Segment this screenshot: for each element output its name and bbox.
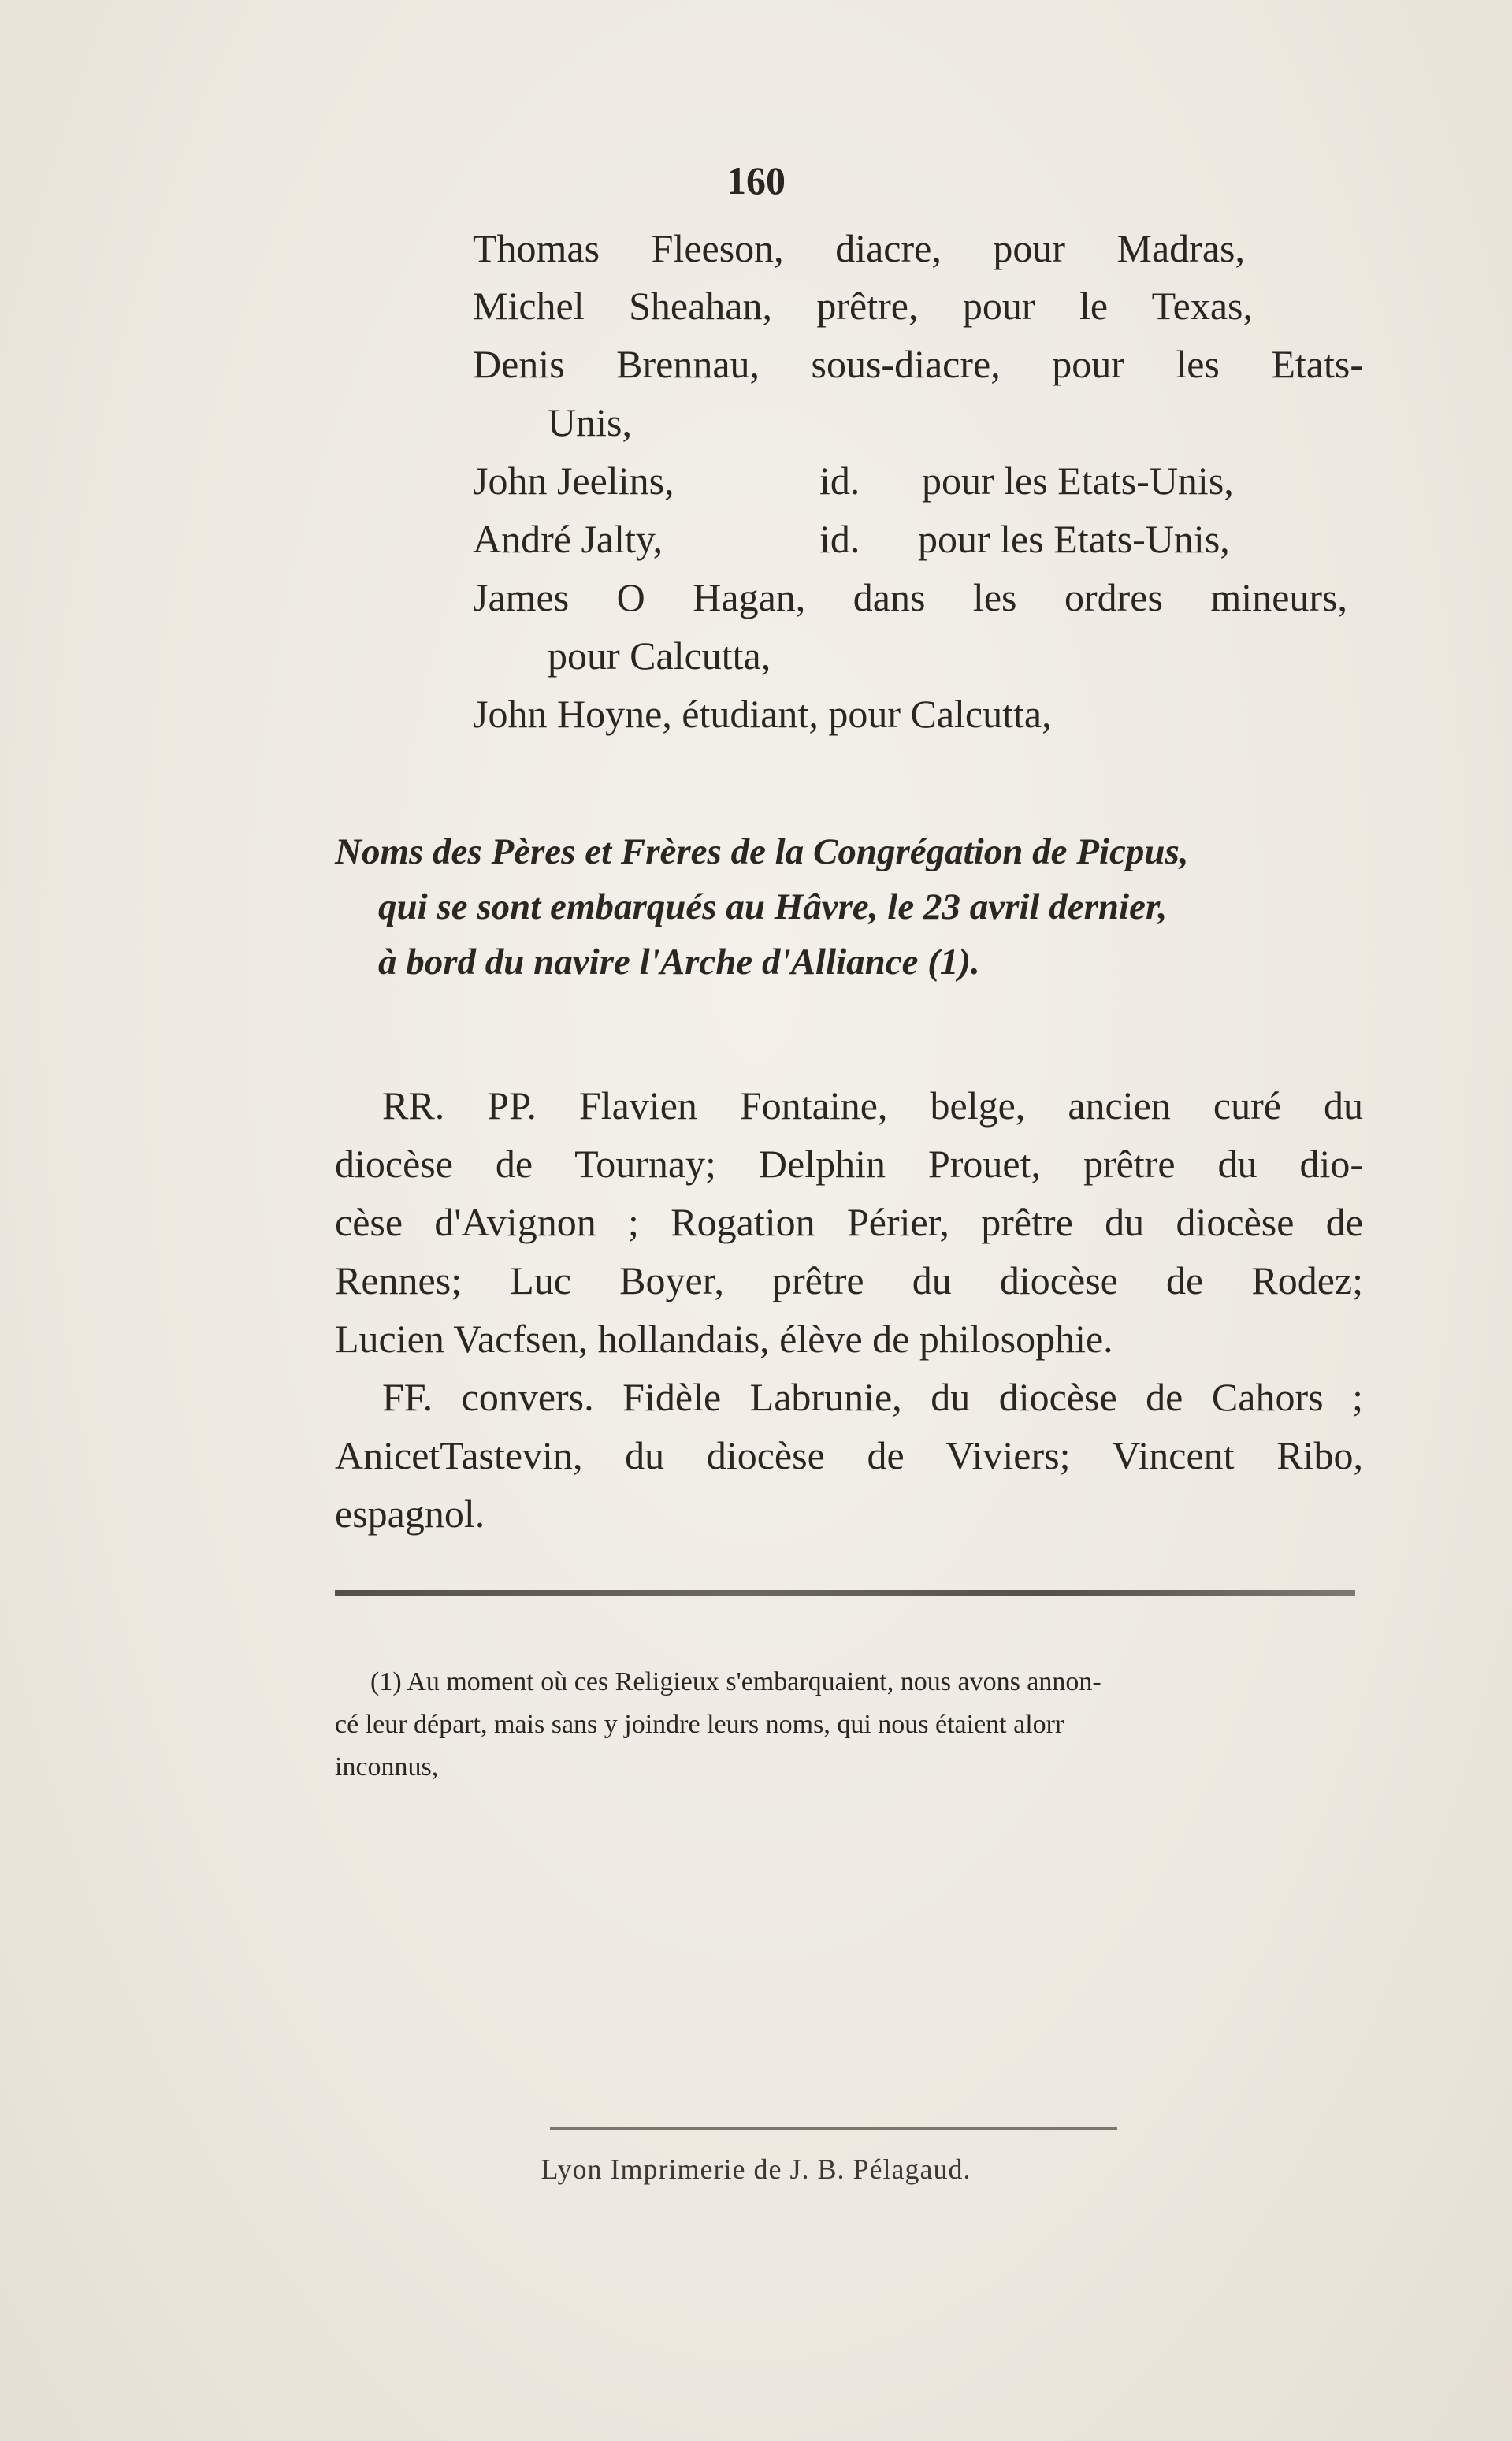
- footnote-line: (1) Au moment où ces Religieux s'embarquaient, nous avons annon-: [370, 1667, 1101, 1696]
- footnote-line: inconnus,: [335, 1752, 439, 1782]
- section-title-line: à bord du navire l'Arche d'Alliance (1).: [378, 942, 980, 983]
- list-line: John Hoyne, étudiant, pour Calcutta,: [473, 692, 1052, 736]
- list-line: pour Calcutta,: [548, 633, 771, 678]
- list-line: Thomas Fleeson, diacre, pour Madras,: [473, 226, 1245, 270]
- body-line: RR. PP. Flavien Fontaine, belge, ancien curé du: [382, 1083, 1363, 1128]
- list-line-mark: id.: [819, 517, 860, 561]
- list-line: James O Hagan, dans les ordres mineurs,: [473, 575, 1347, 619]
- list-line-destination: pour les Etats-Unis,: [922, 459, 1234, 503]
- list-line: Michel Sheahan, prêtre, pour le Texas,: [473, 284, 1253, 328]
- body-line: cèse d'Avignon ; Rogation Périer, prêtre du diocèse de: [335, 1200, 1363, 1244]
- body-line: AnicetTastevin, du diocèse de Viviers; Vincent Ribo,: [335, 1433, 1363, 1477]
- body-line: espagnol.: [335, 1492, 485, 1536]
- printer-imprint: Lyon Imprimerie de J. B. Pélagaud.: [541, 2153, 971, 2185]
- footnote-line: cé leur départ, mais sans y joindre leurs noms, qui nous étaient alorr: [335, 1710, 1064, 1739]
- body-line: diocèse de Tournay; Delphin Prouet, prêtre du dio-: [335, 1142, 1363, 1186]
- list-line: Unis,: [548, 400, 632, 444]
- body-line: FF. convers. Fidèle Labrunie, du diocèse de Cahors ;: [382, 1375, 1363, 1419]
- list-line: Denis Brennau, sous-diacre, pour les Etats-: [473, 342, 1363, 386]
- imprint-rule: [550, 2127, 1117, 2130]
- separator-rule: [335, 1590, 1355, 1596]
- body-line: Rennes; Luc Boyer, prêtre du diocèse de Rodez;: [335, 1258, 1363, 1302]
- section-title-line: Noms des Pères et Frères de la Congrégation de Picpus,: [335, 831, 1189, 872]
- list-line-destination: pour les Etats-Unis,: [918, 517, 1230, 561]
- page-number: 160: [726, 158, 786, 202]
- body-line: Lucien Vacfsen, hollandais, élève de philosophie.: [335, 1317, 1113, 1361]
- list-line-name: André Jalty,: [473, 517, 663, 561]
- section-title-line: qui se sont embarqués au Hâvre, le 23 avril dernier,: [378, 886, 1168, 927]
- list-line-mark: id.: [819, 459, 860, 503]
- list-line-name: John Jeelins,: [473, 459, 674, 503]
